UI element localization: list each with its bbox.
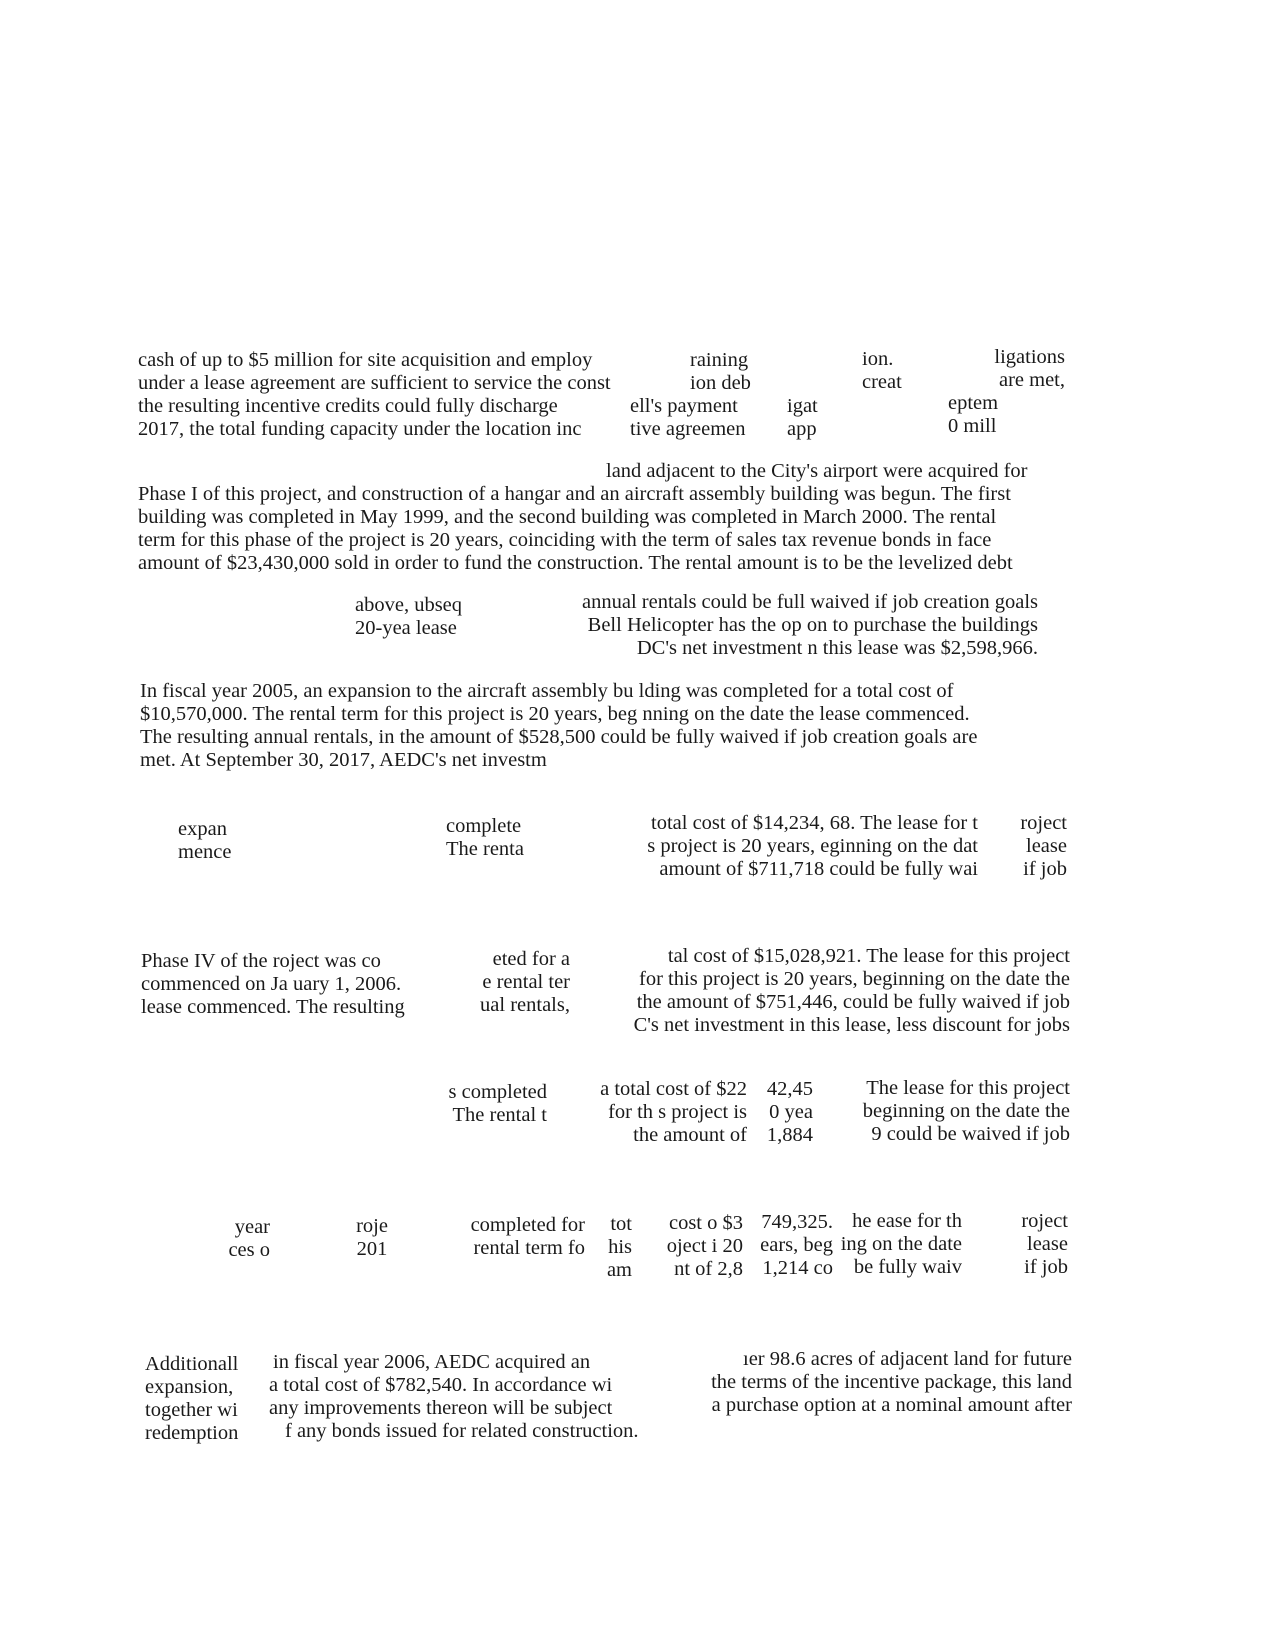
text-line: building was completed in May 1999, and the second building was completed in March 2000. The rental: [138, 506, 997, 528]
text-line: amount of $711,718 could be fully wai: [659, 858, 978, 880]
text-fragment: [138, 460, 1028, 575]
text-fragment: [269, 1351, 639, 1443]
text-line: ion.: [862, 348, 894, 370]
text-line: roject: [1020, 812, 1067, 834]
text-line: ion deb: [690, 372, 751, 394]
text-line: above, ubseq: [355, 594, 463, 616]
text-line: the resulting incentive credits could fully discharge: [138, 395, 558, 417]
text-fragment: [471, 1214, 585, 1260]
text-line: together wi: [145, 1399, 238, 1421]
text-line: for th s project is: [608, 1101, 747, 1123]
text-line: The lease for this project: [866, 1077, 1070, 1099]
text-fragment: [841, 1210, 962, 1279]
text-line: ligations: [994, 346, 1065, 368]
text-fragment: [600, 1078, 747, 1147]
text-fragment: [138, 349, 611, 441]
text-line: s completed: [448, 1081, 547, 1103]
text-line: DC's net investment n this lease was $2,598,966.: [636, 637, 1038, 659]
text-line: 749,325.: [761, 1211, 833, 1233]
text-line: total cost of $14,234, 68. The lease for t: [651, 812, 978, 834]
text-line: he ease for th: [852, 1210, 962, 1232]
text-fragment: [862, 348, 902, 394]
text-fragment: [480, 948, 570, 1017]
text-fragment: [1020, 812, 1067, 881]
text-fragment: [350, 1215, 394, 1261]
text-line: am: [606, 1259, 632, 1281]
text-line: ell's payment: [630, 395, 738, 417]
text-line: ıer 98.6 acres of adjacent land for future: [743, 1348, 1072, 1370]
text-fragment: [994, 346, 1065, 392]
text-line: ual rentals,: [480, 994, 570, 1016]
text-line: 42,45: [766, 1078, 813, 1100]
text-line: roject: [1021, 1210, 1068, 1232]
text-line: ing on the date: [840, 1233, 962, 1255]
text-line: tive agreemen: [630, 418, 746, 440]
text-line: igat: [787, 395, 818, 417]
text-line: year: [234, 1216, 270, 1238]
text-line: In fiscal year 2005, an expansion to the aircraft assembly bu lding was completed for a total cost of: [140, 680, 954, 702]
text-fragment: [863, 1077, 1070, 1146]
text-line: 9 could be waived if job: [871, 1123, 1070, 1145]
text-line: commenced on Ja uary 1, 2006.: [141, 973, 402, 995]
text-line: creat: [862, 371, 902, 393]
text-line: completed for: [470, 1214, 585, 1236]
text-line: lease: [1027, 1233, 1068, 1255]
text-line: met. At September 30, 2017, AEDC's net investm: [140, 749, 547, 771]
text-fragment: [145, 1353, 238, 1445]
text-fragment: [140, 680, 977, 772]
text-fragment: [647, 812, 978, 881]
text-line: under a lease agreement are sufficient to service the const: [138, 372, 611, 394]
text-line: Phase IV of the roject was co: [141, 950, 381, 972]
text-line: 0 mill: [948, 415, 997, 437]
text-line: the amount of: [633, 1124, 747, 1146]
text-line: his: [608, 1236, 632, 1258]
text-fragment: [1021, 1210, 1068, 1279]
text-line: any improvements thereon will be subject: [269, 1397, 613, 1419]
text-fragment: [711, 1348, 1072, 1417]
text-line: redemption: [145, 1422, 239, 1444]
text-line: oject i 20: [666, 1235, 743, 1257]
text-line: if job: [1024, 1256, 1068, 1278]
text-line: 2017, the total funding capacity under the location inc: [138, 418, 582, 440]
text-line: complete: [446, 815, 522, 837]
text-line: s project is 20 years, eginning on the dat: [647, 835, 978, 857]
text-line: eted for a: [492, 948, 570, 970]
text-line: lease commenced. The resulting: [141, 996, 405, 1018]
text-line: a total cost of $22: [600, 1078, 747, 1100]
text-line: a purchase option at a nominal amount after: [711, 1394, 1072, 1416]
text-line: raining: [690, 349, 749, 371]
text-line: 1,214 co: [762, 1257, 833, 1279]
text-line: lease: [1026, 835, 1067, 857]
text-line: e rental ter: [482, 971, 570, 993]
text-line: the amount of $751,446, could be fully waived if job: [636, 991, 1070, 1013]
text-line: nt of 2,8: [674, 1258, 743, 1280]
text-fragment: [760, 1211, 833, 1280]
text-line: 201: [356, 1238, 388, 1260]
text-line: amount of $23,430,000 sold in order to fund the construction. The rental amount is to be the levelized debt: [138, 552, 1013, 574]
text-line: ces o: [228, 1239, 270, 1261]
text-line: C's net investment in this lease, less discount for jobs: [633, 1014, 1070, 1036]
text-line: $10,570,000. The rental term for this project is 20 years, beg nning on the date the lease commenced.: [140, 703, 970, 725]
text-line: ears, beg: [760, 1234, 833, 1256]
text-line: 1,884: [766, 1124, 813, 1146]
text-line: beginning on the date the: [862, 1100, 1070, 1122]
text-line: The resulting annual rentals, in the amount of $528,500 could be fully waived if job creation goals are: [140, 726, 978, 748]
text-line: cost o $3: [668, 1212, 743, 1234]
text-line: 0 yea: [769, 1101, 813, 1123]
text-fragment: [630, 349, 751, 441]
text-fragment: [228, 1216, 270, 1262]
text-line: rental term fo: [473, 1237, 585, 1259]
text-line: f any bonds issued for related construction.: [285, 1420, 639, 1442]
text-line: annual rentals could be full waived if job creation goals: [582, 591, 1038, 613]
text-fragment: [634, 945, 1070, 1037]
text-line: be fully waiv: [853, 1256, 962, 1278]
text-fragment: [446, 815, 524, 861]
text-fragment: [355, 594, 462, 640]
text-fragment: [178, 818, 232, 864]
text-fragment: [948, 392, 998, 438]
text-fragment: [141, 950, 405, 1019]
text-line: for this project is 20 years, beginning on the date the: [639, 968, 1070, 990]
text-line: roje: [356, 1215, 388, 1237]
text-line: tal cost of $15,028,921. The lease for this project: [667, 945, 1070, 967]
text-line: expansion,: [145, 1376, 234, 1398]
text-line: 20-yea lease: [355, 617, 457, 639]
text-line: land adjacent to the City's airport were acquired for: [606, 460, 1028, 482]
text-line: The renta: [446, 838, 524, 860]
text-line: Additionall: [145, 1353, 239, 1375]
text-line: are met,: [998, 369, 1065, 391]
text-line: expan: [178, 818, 227, 840]
text-fragment: [787, 395, 818, 441]
text-fragment: [449, 1081, 548, 1127]
text-fragment: [607, 1213, 632, 1282]
text-fragment: [767, 1078, 813, 1147]
text-line: mence: [178, 841, 232, 863]
text-line: a total cost of $782,540. In accordance wi: [269, 1374, 613, 1396]
text-line: tot: [610, 1213, 632, 1235]
text-line: the terms of the incentive package, this land: [711, 1371, 1072, 1393]
text-line: app: [787, 418, 817, 440]
text-fragment: [667, 1212, 743, 1281]
text-line: in fiscal year 2006, AEDC acquired an: [273, 1351, 591, 1373]
text-line: Bell Helicopter has the op on to purchase the buildings: [587, 614, 1038, 636]
text-line: if job: [1023, 858, 1067, 880]
text-line: The rental t: [452, 1104, 547, 1126]
text-line: Phase I of this project, and construction of a hangar and an aircraft assembly building was begun. The first: [138, 483, 1011, 505]
text-line: term for this phase of the project is 20 years, coinciding with the term of sales tax revenue bonds in face: [138, 529, 992, 551]
text-line: eptem: [948, 392, 999, 414]
text-line: cash of up to $5 million for site acquisition and employ: [138, 349, 593, 371]
text-fragment: [582, 591, 1038, 660]
